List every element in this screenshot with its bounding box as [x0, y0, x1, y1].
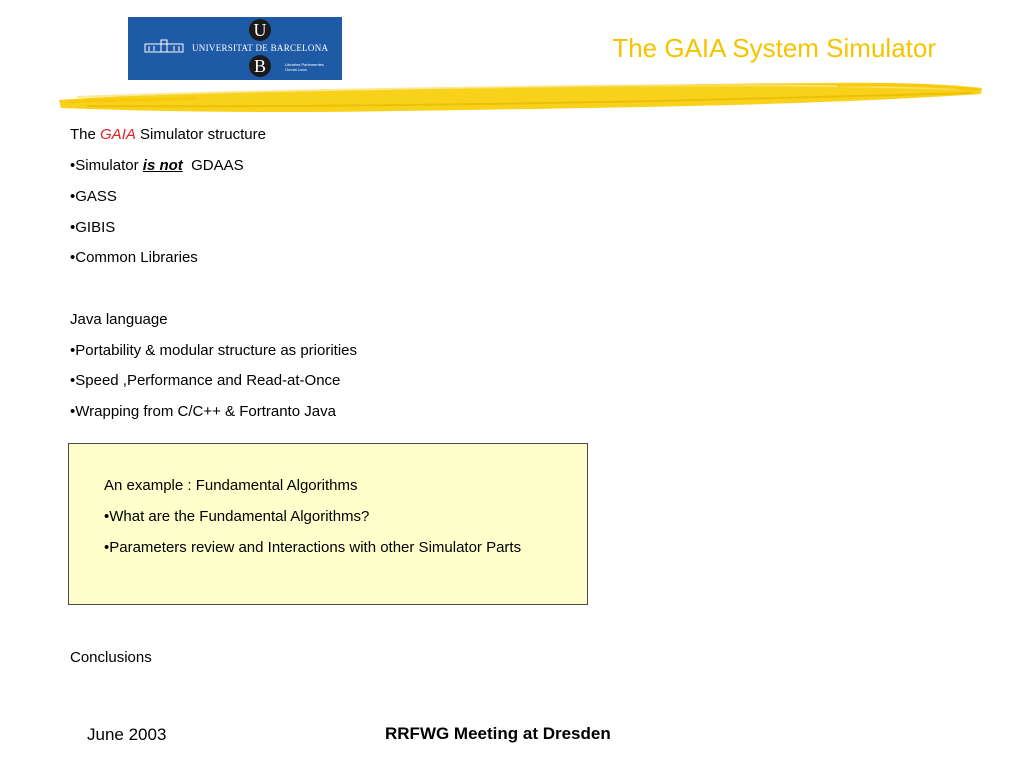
university-logo — [128, 17, 342, 80]
bullet-simulator-prefix: •Simulator — [70, 157, 143, 174]
logo-letter-b: B — [249, 55, 271, 77]
bullet-common-libraries: •Common Libraries — [70, 249, 198, 266]
bullet-fundamental-algorithms: •What are the Fundamental Algorithms? — [104, 508, 370, 525]
gaia-highlight: GAIA — [100, 126, 136, 143]
example-box — [68, 443, 588, 605]
structure-heading — [70, 126, 266, 144]
logo-subtext-line-2: Omnia Loca — [285, 67, 307, 72]
is-not-emphasis: is not — [142, 157, 183, 174]
example-heading: An example : Fundamental Algorithms — [104, 477, 358, 494]
java-heading: Java language — [70, 311, 168, 328]
logo-subtext-line-1: Libraries Parlementes — [285, 62, 324, 67]
footer-date: June 2003 — [87, 725, 167, 744]
bullet-speed: •Speed ,Performance and Read-at-Once — [70, 372, 341, 389]
structure-heading-prefix: The — [70, 126, 101, 143]
bullet-wrapping: •Wrapping from C/C++ & Fortranto Java — [70, 403, 336, 420]
slide-title: The GAIA System Simulator — [612, 33, 936, 63]
brush-stroke-divider — [57, 80, 984, 116]
conclusions-heading: Conclusions — [70, 649, 152, 666]
footer-meeting: RRFWG Meeting at Dresden — [385, 724, 611, 743]
building-icon — [144, 39, 184, 53]
bullet-portability: •Portability & modular structure as priorities — [70, 342, 358, 359]
bullet-gass: •GASS — [70, 188, 117, 205]
logo-letter-u: U — [249, 19, 271, 41]
logo-subtext — [285, 62, 324, 72]
structure-heading-suffix: Simulator structure — [135, 126, 266, 143]
university-name: UNIVERSITAT DE BARCELONA — [192, 43, 329, 53]
bullet-simulator-suffix: GDAAS — [182, 157, 244, 174]
bullet-simulator — [70, 157, 244, 175]
bullet-parameters-review: •Parameters review and Interactions with other Simulator Parts — [104, 539, 522, 556]
bullet-gibis: •GIBIS — [70, 219, 116, 236]
